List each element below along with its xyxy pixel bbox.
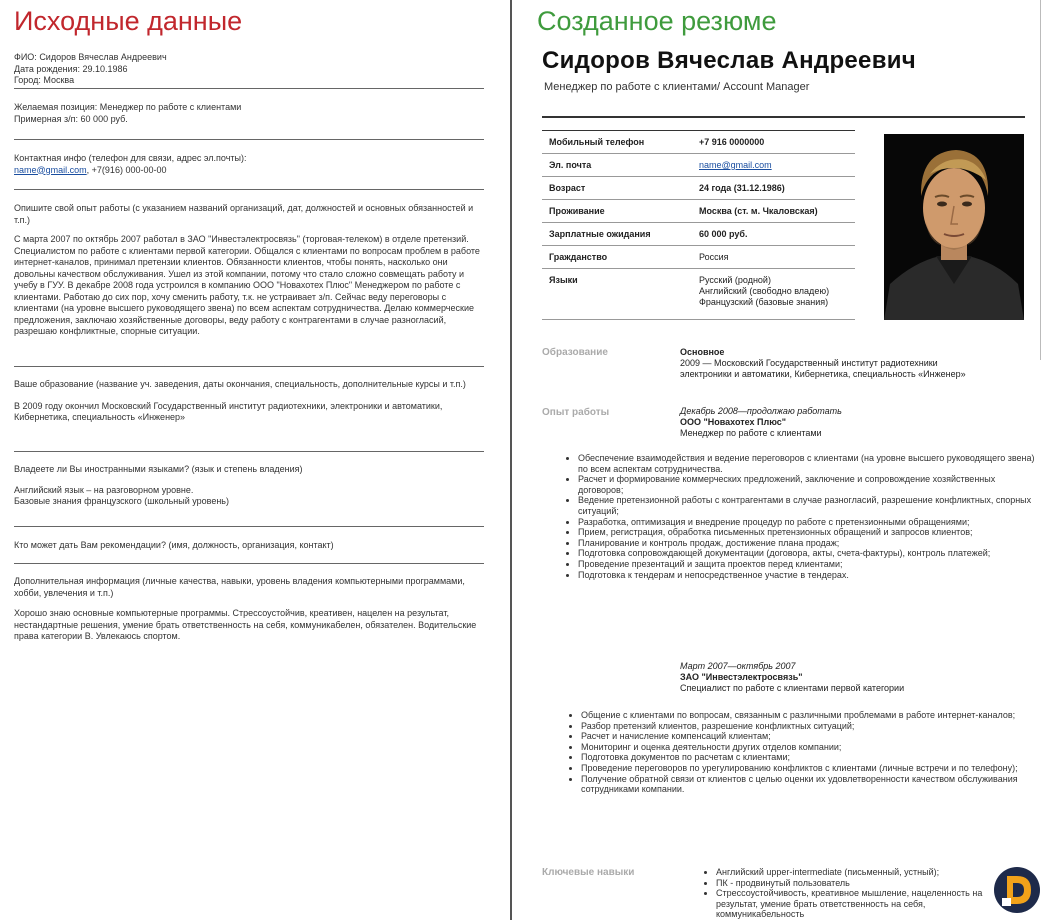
source-title: Исходные данные (14, 6, 243, 36)
info-value: +7 916 0000000 (699, 137, 765, 147)
info-value: 60 000 руб. (699, 229, 748, 239)
job2-duties-list (567, 710, 1036, 795)
job1-company: ООО "Новахотех Плюс" (680, 417, 787, 427)
list-item: • Стрессоустойчивость, креативное мышление, нацеленность на результат, умение брать ответственность на себя, коммуникабельность (716, 888, 1006, 920)
experience-section-label: Опыт работы (542, 407, 610, 418)
education-question: Ваше образование (название уч. заведения, даты окончания, специальность, дополнительные курсы и т.п.) (14, 379, 466, 389)
languages-question: Владеете ли Вы иностранными языками? (язык и степень владения) (14, 464, 303, 474)
references-question: Кто может дать Вам рекомендации? (имя, должность, организация, контакт) (14, 540, 334, 550)
education-section-label: Образование (542, 347, 608, 358)
source-data-panel (0, 0, 510, 920)
info-label: Проживание (549, 206, 605, 216)
divider (14, 139, 484, 140)
phone-text: , +7(916) 000-00-00 (86, 164, 167, 175)
education-line: электроники и автоматики, Кибернетика, специальность «Инженер» (680, 369, 966, 379)
info-table (542, 130, 855, 320)
job2-dates: Март 2007—октябрь 2007 (680, 661, 796, 671)
info-label: Языки (549, 275, 578, 285)
skills-list (702, 867, 1006, 920)
salary-line: Примерная з/п: 60 000 руб. (14, 113, 128, 124)
info-row-languages (542, 269, 855, 320)
list-item: • ПК - продвинутый пользователь (716, 878, 1006, 889)
job2-company: ЗАО "Инвестэлектросвязь" (680, 672, 803, 682)
experience-block (14, 203, 484, 338)
language-item: Французский (базовые знания) (699, 297, 829, 307)
info-label: Возраст (549, 183, 586, 193)
position-block (14, 102, 484, 125)
position-line: Желаемая позиция: Менеджер по работе с клиентами (14, 102, 242, 112)
job2-position: Специалист по работе с клиентами первой категории (680, 683, 905, 693)
list-item: • Разработка, оптимизация и внедрение процедур по работе с претензионными обращениями; (578, 517, 1038, 528)
divider (14, 451, 484, 452)
additional-answer: Хорошо знаю основные компьютерные программы. Стрессоустойчив, креативен, нацелен на результат, нестандартные решения, умение брать ответственность на себя, коммуникабелен, обязателен. Водительские права категории B. Увлекаюсь спортом. (14, 608, 477, 641)
info-row-salary (542, 223, 855, 246)
info-row-email (542, 154, 855, 177)
list-item: • Разбор претензий клиентов, разрешение конфликтных ситуаций; (581, 721, 1036, 732)
contacts-block (14, 153, 484, 176)
header-rule (542, 116, 1025, 118)
education-content (680, 347, 1040, 380)
info-value: Москва (ст. м. Чкаловская) (699, 206, 818, 216)
list-item: • Расчет и начисление компенсаций клиентам; (581, 731, 1036, 742)
divider (14, 526, 484, 527)
info-row-residence (542, 200, 855, 223)
list-item: • Проведение переговоров по урегулированию конфликтов с клиентами (личные встречи и по телефону); (581, 763, 1036, 774)
additional-block (14, 576, 484, 643)
list-item: • Общение с клиентами по вопросам, связанным с различными проблемами в работе интернет-каналов; (581, 710, 1036, 721)
fio-line: ФИО: Сидоров Вячеслав Андреевич (14, 52, 167, 62)
list-item: • Расчет и формирование коммерческих предложений, заключение и сопровождение хозяйственных договоров; (578, 474, 1038, 495)
language-item: Английский (свободно владею) (699, 286, 830, 296)
education-line: 2009 — Московский Государственный институт радиотехники (680, 358, 938, 368)
portrait-image (884, 134, 1024, 320)
experience-answer: С марта 2007 по октябрь 2007 работал в ЗАО "Инвестэлектросвязь" (торговая-телеком) в отделе претензий. Специалистом по работе с клиентами первой категории. Общался с клиентами по вопросам проблем в работе интернет-каналов, принимал претензии клиентов. Обязанности клиентов, чтобы понять, насколько они довольны качеством обслуживания. Ушел из этой компании, потому что стало сложно совмещать работу и учебу в ГУУ. В декабре 2008 года устроился в компанию ООО "Новахотех Плюс" Менеджером по работе с клиентами. Работаю до сих пор, хочу сменить работу, т.к. не устраивает з/п. Сейчас веду переговоры с клиентами (на уровне высшего руководящего звена) по всем аспектам сотрудничества. Делаю коммерческие предложения, заключаю хозяйственные договоры, веду работу с контрагентами в случае разногласий, разрешаю конфликтные, спорные ситуации. (14, 234, 480, 336)
languages-answer-1: Английский язык – на разговорном уровне. (14, 484, 194, 495)
list-item: • Получение обратной связи от клиентов с целью оценки их удовлетворенности качеством обслуживания сотрудниками компании. (581, 774, 1036, 795)
list-item: • Планирование и контроль продаж, достижение плана продаж; (578, 538, 1038, 549)
divider (14, 189, 484, 190)
personal-block (14, 52, 484, 87)
job1-header (680, 406, 1040, 439)
list-item: • Ведение претензионной работы с контрагентами в случае разногласий, разрешение конфликтных, спорных ситуаций; (578, 495, 1038, 516)
divider (14, 563, 484, 564)
info-row-phone (542, 131, 855, 154)
info-label: Мобильный телефон (549, 137, 645, 147)
divider (14, 88, 484, 89)
info-row-age (542, 177, 855, 200)
education-block (14, 379, 484, 424)
info-label: Гражданство (549, 252, 608, 262)
list-item: • Прием, регистрация, обработка письменных претензионных обращений и запросов клиентов; (578, 527, 1038, 538)
list-item: • Обеспечение взаимодействия и ведение переговоров с клиентами (на уровне высшего руководящего звена) по всем аспектам сотрудничества. (578, 453, 1038, 474)
education-answer: В 2009 году окончил Московский Государственный институт радиотехники, электроники и автоматики, Кибернетика, специальность «Инженер» (14, 400, 443, 422)
dob-line: Дата рождения: 29.10.1986 (14, 63, 128, 74)
candidate-photo (884, 134, 1024, 320)
job1-duties-list (564, 453, 1038, 580)
info-label: Зарплатные ожидания (549, 229, 651, 239)
list-item: • Подготовка документов по расчетам с клиентами; (581, 752, 1036, 763)
email-link[interactable]: name@gmail.com (699, 160, 772, 170)
resume-panel (512, 0, 1045, 920)
divider (14, 366, 484, 367)
list-item: • Английский upper-intermediate (письменный, устный); (716, 867, 1006, 878)
email-link[interactable]: name@gmail.com (14, 164, 87, 175)
info-label: Эл. почта (549, 160, 592, 170)
candidate-name: Сидоров Вячеслав Андреевич (542, 47, 917, 74)
list-item: • Подготовка сопровождающей документации (договора, акты, счета-фактуры), контроль платежей; (578, 548, 1038, 559)
job2-header (680, 661, 1040, 694)
city-line: Город: Москва (14, 75, 75, 85)
skills-section-label: Ключевые навыки (542, 867, 635, 878)
experience-question: Опишите свой опыт работы (с указанием названий организаций, дат, должностей и основных обязанностей и т.п.) (14, 203, 474, 225)
page-edge (1040, 0, 1041, 360)
job1-position: Менеджер по работе с клиентами (680, 428, 822, 438)
resume-title: Созданное резюме (537, 6, 777, 36)
info-value: 24 года (31.12.1986) (699, 183, 785, 193)
info-value: Россия (699, 252, 729, 262)
list-item: • Проведение презентаций и защита проектов перед клиентами; (578, 559, 1038, 570)
candidate-position: Менеджер по работе с клиентами/ Account Manager (544, 81, 810, 93)
list-item: • Подготовка к тендерам и непосредственное участие в тендерах. (578, 570, 1038, 581)
languages-answer-2: Базовые знания французского (школьный уровень) (14, 496, 229, 506)
info-row-citizenship (542, 246, 855, 269)
list-item: • Мониторинг и оценка деятельности других отделов компании; (581, 742, 1036, 753)
language-item: Русский (родной) (699, 275, 771, 285)
languages-block (14, 464, 484, 508)
references-block (14, 540, 484, 552)
job1-dates: Декабрь 2008—продолжаю работать (680, 406, 842, 416)
contacts-label: Контактная инфо (телефон для связи, адрес эл.почты): (14, 153, 247, 163)
brand-logo-icon (993, 866, 1041, 914)
education-level: Основное (680, 347, 725, 357)
additional-question: Дополнительная информация (личные качества, навыки, уровень владения компьютерными программами, хобби, увлечения и т.п.) (14, 576, 465, 598)
